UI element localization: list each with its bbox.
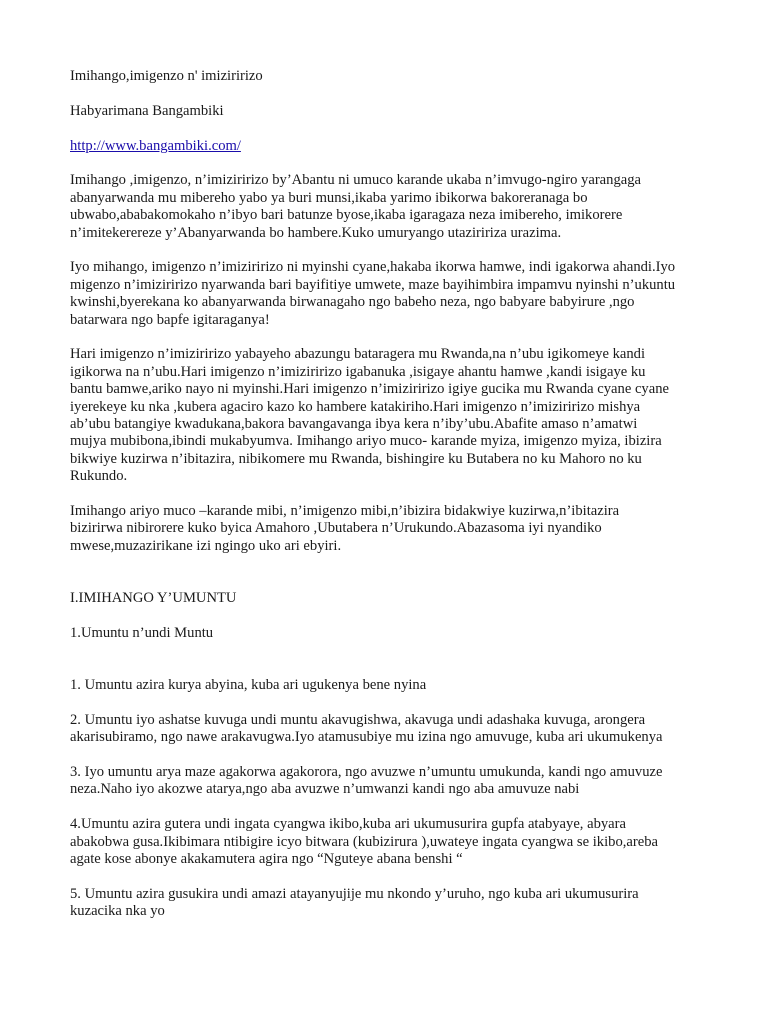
spacer: [70, 799, 710, 816]
list-item: 1. Umuntu azira kurya abyina, kuba ari ugukenya bene nyina: [70, 677, 427, 694]
spacer: [70, 329, 710, 346]
document-page: [70, 68, 710, 921]
list-item: 4.Umuntu azira gutera undi ingata cyangwa ikibo,kuba ari ukumusurira gupfa atabyaye, abyara abakobwa gusa.Ikibimara ntibigire icyo bitwara (kubizirura ),uwateye ingata cyangwa se ikibo,areba agate kose abonye akakamutera agira ngo “Nguteye abana benshi “: [70, 816, 658, 868]
spacer: [70, 155, 710, 172]
list-item: 3. Iyo umuntu arya maze agakorwa agakorora, ngo avuzwe n’umuntu umukunda, kandi ngo amuvuze neza.Naho iyo akozwe atarya,ngo aba avuzwe n’umwanzi kandi ngo aba amuvuze nabi: [70, 764, 663, 798]
spacer: [70, 642, 710, 677]
subsection-heading: 1.Umuntu n’undi Muntu: [70, 624, 214, 641]
source-link[interactable]: http://www.bangambiki.com/: [70, 137, 241, 154]
source-link-line: [70, 138, 710, 155]
intro-paragraph: Iyo mihango, imigenzo n’imiziririzo ni myinshi cyane,hakaba ikorwa hamwe, indi igakorwa ahandi.Iyo migenzo n’imiziririzo nyarwanda bari bayifitiye umwete, maze bayihimbira impamvu nyinshi n’ukuntu kwinshi,byerekana ko abanyarwanda birwanagaho ngo babeho neza, ngo babyare babyirure ,ngo batarwara ngo bapfe igitaraganya!: [70, 259, 676, 328]
intro-paragraph: Hari imigenzo n’imiziririzo yabayeho abazungu bataragera mu Rwanda,na n’ubu igikomeye kandi igikorwa na n’ubu.Hari imigenzo n’imiziririzo igabanuka ,isigaye ahantu hamwe ,kandi isigaye ku bantu bamwe,ariko nayo ni myinshi.Hari imigenzo n’imiziririzo igiye gucika mu Rwanda cyane cyane iyerekeye ku nka ,kubera agaciro kazo ko hambere katakiriho.Hari imigenzo n’imiziririzo mishya ab’ubu batangiye kwadukana,bakora bavangavanga ibya kera n’iby’ubu.Abafite amaso n’amatwi mujya mubibona,ibindi mukabyumva. Imihango ariyo muco- karande myiza, imigenzo myiza, ibizira bikwiye kuzirwa n’ibitazira, nibikomere mu Rwanda, bishingire ku Butabera no ku Mahoro no ku Rukundo.: [70, 346, 669, 485]
section-heading: I.IMIHANGO Y’UMUNTU: [70, 590, 237, 607]
spacer: [70, 869, 710, 886]
spacer: [70, 486, 710, 503]
spacer: [70, 607, 710, 624]
spacer: [70, 242, 710, 259]
spacer: [70, 694, 710, 711]
intro-paragraph: Imihango ,imigenzo, n’imiziririzo by’Abantu ni umuco karande ukaba n’imvugo-ngiro yarangaga abanyarwanda mu mibereho yabo ya buri munsi,ikaba yarimo ibikorwa bakoreranaga bo ubwabo,ababakomokaho n’ibyo bari batunze byose,ikaba igaragaza neza imibereho, imikorere n’imitekerereze y’Abanyarwanda bo hambere.Kuko umuryango utaziririza urazima.: [70, 172, 642, 241]
spacer: [70, 120, 710, 137]
document-title: Imihango,imigenzo n' imiziririzo: [70, 68, 263, 84]
document-author: Habyarimana Bangambiki: [70, 102, 224, 119]
list-item: 5. Umuntu azira gusukira undi amazi atayanyujije mu nkondo y’uruho, ngo kuba ari ukumusurira kuzacika nka yo: [70, 885, 639, 920]
spacer: [70, 85, 710, 102]
intro-paragraph: Imihango ariyo muco –karande mibi, n’imigenzo mibi,n’ibizira bidakwiye kuzirwa,n’ibitazira bizirirwa nibirorere kuko byica Amahoro ,Ubutabera n’Urukundo.Abazasoma iyi nyandiko mwese,muzazirikane izi ngingo uko ari ebyiri.: [70, 503, 620, 554]
spacer: [70, 555, 710, 590]
list-item: 2. Umuntu iyo ashatse kuvuga undi muntu akavugishwa, akavuga undi adashaka kuvuga, arongera akarisubiramo, ngo nawe arakavugwa.Iyo atamusubiye mu izina ngo amuvuge, kuba ari ukumukenya: [70, 711, 663, 746]
spacer: [70, 747, 710, 764]
